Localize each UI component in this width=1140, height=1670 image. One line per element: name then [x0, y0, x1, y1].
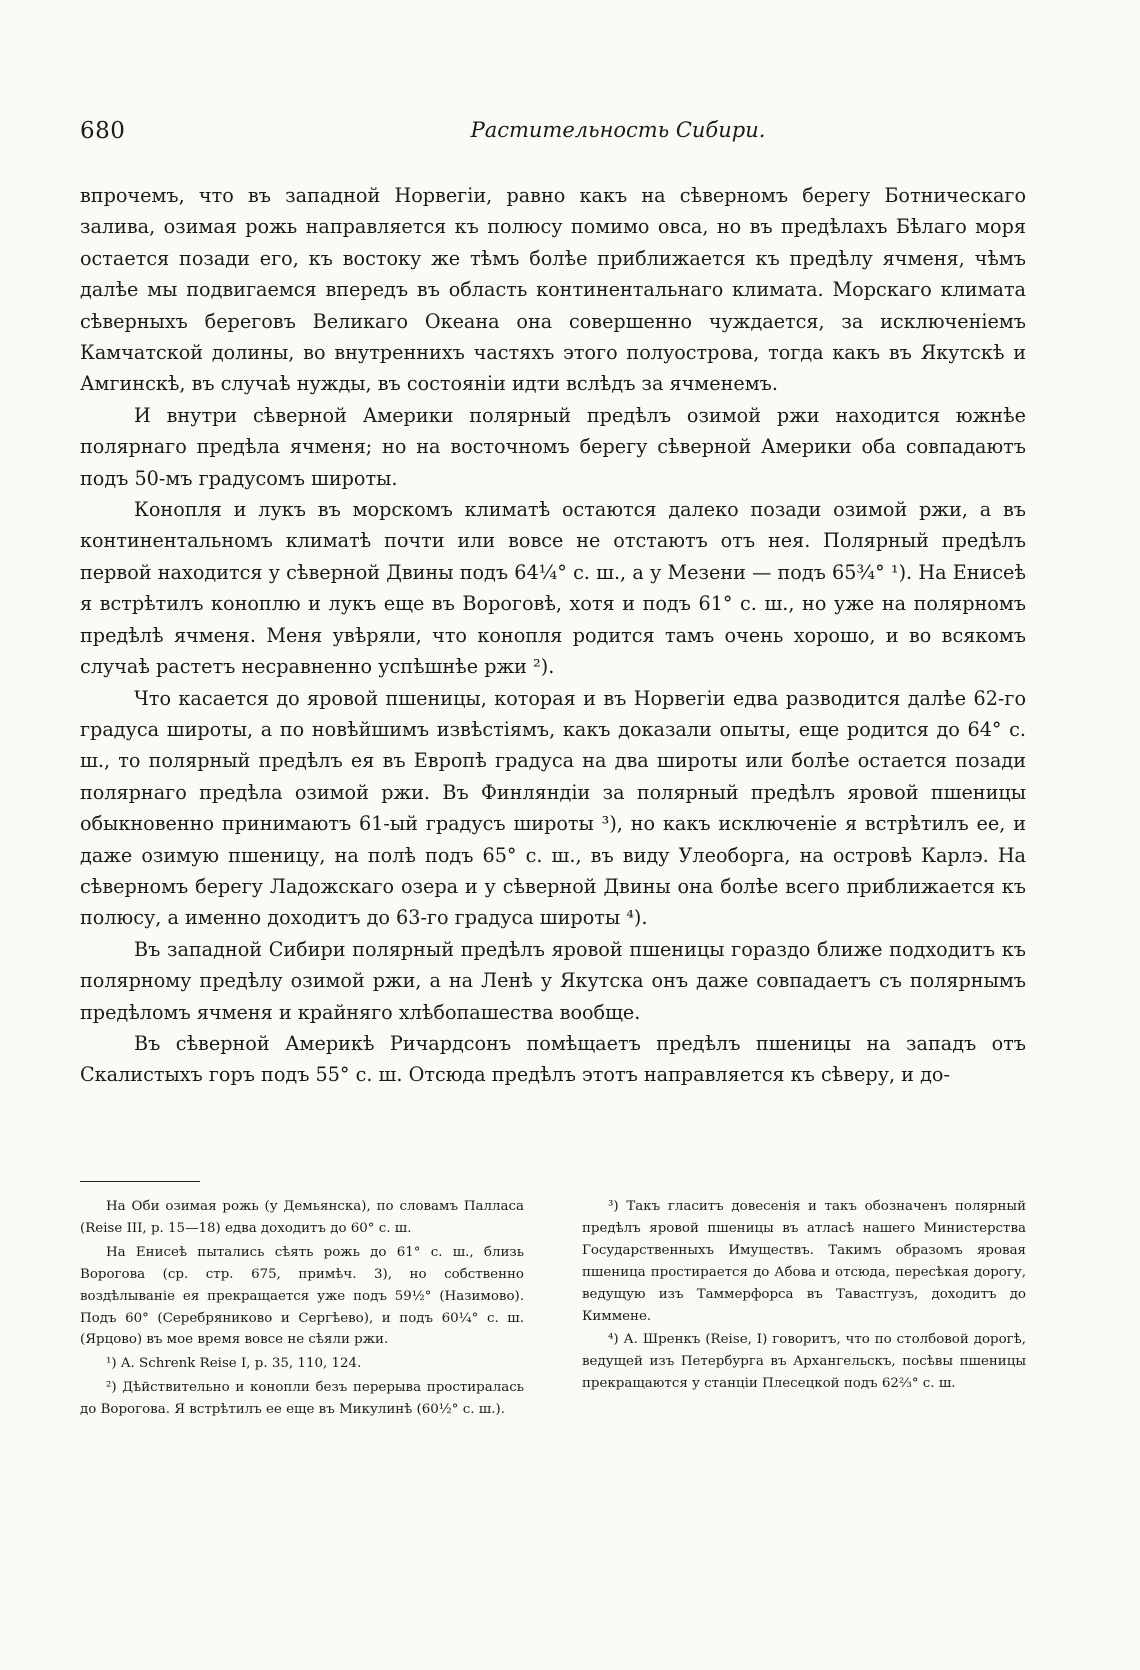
page-header: [80, 118, 1046, 154]
footnote: На Енисеѣ пытались сѣять рожь до 61° с. ш., близь Ворогова (ср. стр. 675, примѣч. 3), но собственно воздѣлываніе ея прекращается уже подъ 59½° (Назимово). Подъ 60° (Серебряниково и Сергѣево), и подъ 60¼° с. ш. (Ярцово) въ мое время вовсе не сѣяли ржи.: [80, 1244, 524, 1348]
paragraph: впрочемъ, что въ западной Норвегіи, равно какъ на сѣверномъ берегу Ботническаго залива, озимая рожь направляется къ полюсу помимо овса, но въ предѣлахъ Бѣлаго моря остается позади его, къ востоку же тѣмъ болѣе приближается къ предѣлу ячменя, чѣмъ далѣе мы подвигаемся впередъ въ область континентальнаго климата. Морскаго климата сѣверныхъ береговъ Великаго Океана она совершенно чуждается, за исключеніемъ Камчатской долины, во внутреннихъ частяхъ этого полуострова, тогда какъ въ Якутскѣ и Амгинскѣ, въ случаѣ нужды, въ состояніи идти вслѣдъ за ячменемъ.: [80, 184, 1026, 396]
page-number: 680: [80, 118, 126, 144]
footnotes-left-column: [80, 1196, 524, 1423]
paragraph: И внутри сѣверной Америки полярный предѣлъ озимой ржи находится южнѣе полярнаго предѣла ячменя; но на восточномъ берегу сѣверной Америки оба совпадаютъ подъ 50-мъ градусомъ широты.: [80, 403, 1026, 490]
footnote-divider: [80, 1181, 200, 1182]
paragraph: Конопля и лукъ въ морскомъ климатѣ остаются далеко позади озимой ржи, а въ континентальномъ климатѣ почти или вовсе не отстаютъ отъ нея. Полярный предѣлъ первой находится у сѣверной Двины подъ 64¼° с. ш., а у Мезени — подъ 65¾° ¹). На Енисеѣ я встрѣтилъ коноплю и лукъ еще въ Вороговѣ, хотя и подъ 61° с. ш., но уже на полярномъ предѣлѣ ячменя. Меня увѣряли, что конопля родится тамъ очень хорошо, и во всякомъ случаѣ растетъ несравненно успѣшнѣе ржи ²).: [80, 498, 1026, 679]
running-title: Растительность Сибири.: [470, 118, 766, 142]
paragraph: Въ западной Сибири полярный предѣлъ яровой пшеницы гораздо ближе подходитъ къ полярному предѣлу озимой ржи, а на Ленѣ у Якутска онъ даже совпадаетъ съ полярнымъ предѣломъ ячменя и крайняго хлѣбопашества вообще.: [80, 937, 1026, 1024]
footnote: ¹) A. Schrenk Reise I, p. 35, 110, 124.: [106, 1356, 362, 1372]
footnote: ²) Дѣйствительно и конопли безъ перерыва простиралась до Ворогова. Я встрѣтилъ ее еще въ Микулинѣ (60½° с. ш.).: [80, 1380, 524, 1418]
footnotes-right-column: [582, 1196, 1026, 1423]
paragraph: Въ сѣверной Америкѣ Ричардсонъ помѣщаетъ предѣлъ пшеницы на западъ отъ Скалистыхъ горъ подъ 55° с. ш. Отсюда предѣлъ этотъ направляется къ сѣверу, и до-: [80, 1031, 1026, 1087]
paragraph: Что касается до яровой пшеницы, которая и въ Норвегіи едва разводится далѣе 62-го градуса широты, а по новѣйшимъ извѣстіямъ, какъ доказали опыты, еще родится до 64° с. ш., то полярный предѣлъ ея въ Европѣ градуса на два широты или болѣе остается позади полярнаго предѣла озимой ржи. Въ Финляндіи за полярный предѣлъ яровой пшеницы обыкновенно принимаютъ 61-ый градусъ широты ³), но какъ исключеніе я встрѣтилъ ее, и даже озимую пшеницу, на полѣ подъ 65° с. ш., въ виду Улеоборга, на островѣ Карлэ. На сѣверномъ берегу Ладожскаго озера и у сѣверной Двины она болѣе всего приближается къ полюсу, а именно доходитъ до 63-го градуса широты ⁴).: [80, 686, 1026, 930]
main-text: [80, 180, 1026, 1091]
footnote: ⁴) А. Шренкъ (Reise, I) говоритъ, что по столбовой дорогѣ, ведущей изъ Петербурга въ Архангельскъ, посѣвы пшеницы прекращаются у станціи Плесецкой подъ 62⅔° с. ш.: [582, 1332, 1026, 1392]
footnote: ³) Такъ гласитъ довесенія и такъ обозначенъ полярный предѣлъ яровой пшеницы въ атласѣ нашего Министерства Государственныхъ Имуществъ. Такимъ образомъ яровая пшеница простирается до Абова и отсюда, пересѣкая дорогу, ведущую изъ Таммерфорса въ Тавастгузъ, доходитъ до Киммене.: [582, 1199, 1026, 1324]
footnote: На Оби озимая рожь (у Демьянска), по словамъ Палласа (Reise III, p. 15—18) едва доходитъ до 60° с. ш.: [80, 1199, 524, 1236]
footnotes: [80, 1196, 1026, 1423]
